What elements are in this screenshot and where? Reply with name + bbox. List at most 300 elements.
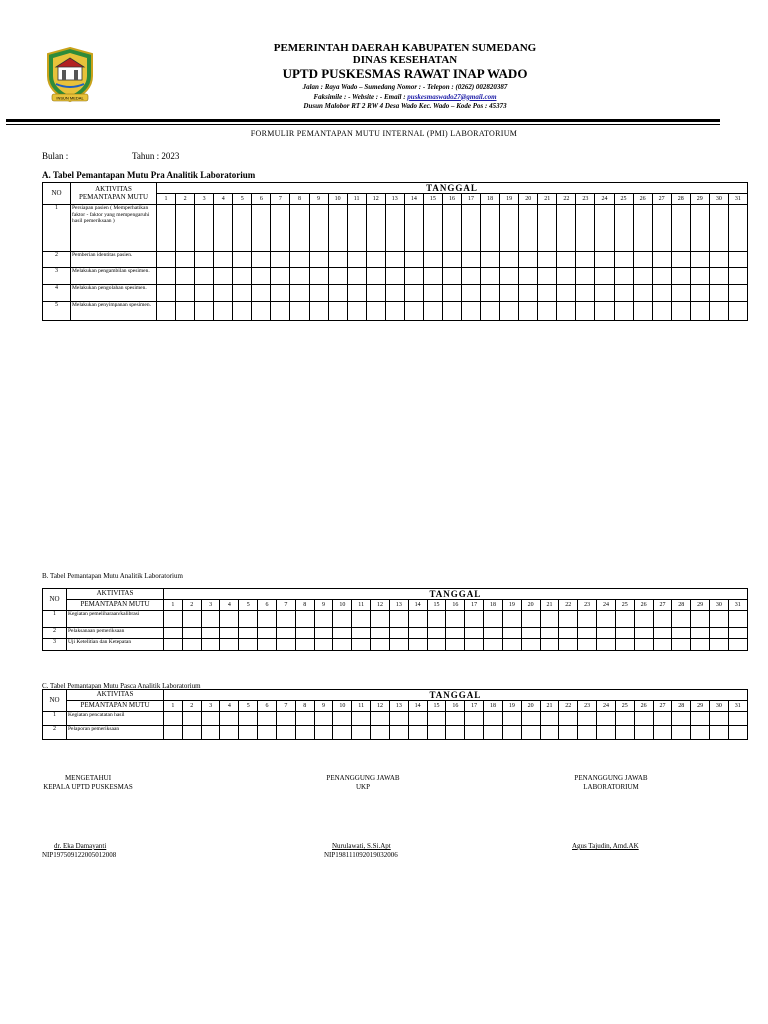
day-check-cell[interactable]	[442, 268, 461, 285]
day-check-cell[interactable]	[309, 252, 328, 268]
day-check-cell[interactable]	[214, 268, 233, 285]
day-check-cell[interactable]	[427, 611, 446, 628]
day-check-cell[interactable]	[710, 628, 729, 639]
day-check-cell[interactable]	[540, 726, 559, 740]
day-check-cell[interactable]	[728, 726, 747, 740]
day-check-cell[interactable]	[258, 639, 277, 651]
day-check-cell[interactable]	[481, 252, 500, 268]
day-check-cell[interactable]	[164, 628, 183, 639]
day-check-cell[interactable]	[615, 611, 634, 628]
day-check-cell[interactable]	[423, 285, 442, 302]
day-check-cell[interactable]	[276, 726, 295, 740]
day-check-cell[interactable]	[239, 639, 258, 651]
day-check-cell[interactable]	[201, 611, 220, 628]
day-check-cell[interactable]	[271, 205, 290, 252]
day-check-cell[interactable]	[540, 611, 559, 628]
day-check-cell[interactable]	[427, 712, 446, 726]
day-check-cell[interactable]	[252, 302, 271, 321]
day-check-cell[interactable]	[276, 712, 295, 726]
day-check-cell[interactable]	[239, 712, 258, 726]
day-check-cell[interactable]	[176, 205, 195, 252]
day-check-cell[interactable]	[728, 712, 747, 726]
day-check-cell[interactable]	[576, 302, 595, 321]
day-check-cell[interactable]	[690, 252, 709, 268]
day-check-cell[interactable]	[233, 302, 252, 321]
day-check-cell[interactable]	[385, 252, 404, 268]
day-check-cell[interactable]	[540, 712, 559, 726]
day-check-cell[interactable]	[385, 285, 404, 302]
day-check-cell[interactable]	[481, 302, 500, 321]
day-check-cell[interactable]	[519, 205, 538, 252]
day-check-cell[interactable]	[201, 628, 220, 639]
day-check-cell[interactable]	[502, 712, 521, 726]
day-check-cell[interactable]	[182, 726, 201, 740]
day-check-cell[interactable]	[540, 639, 559, 651]
day-check-cell[interactable]	[371, 628, 390, 639]
day-check-cell[interactable]	[233, 285, 252, 302]
day-check-cell[interactable]	[484, 611, 503, 628]
day-check-cell[interactable]	[557, 302, 576, 321]
day-check-cell[interactable]	[691, 712, 710, 726]
day-check-cell[interactable]	[671, 285, 690, 302]
day-check-cell[interactable]	[314, 611, 333, 628]
day-check-cell[interactable]	[500, 252, 519, 268]
day-check-cell[interactable]	[519, 268, 538, 285]
day-check-cell[interactable]	[366, 268, 385, 285]
day-check-cell[interactable]	[309, 268, 328, 285]
day-check-cell[interactable]	[595, 285, 614, 302]
day-check-cell[interactable]	[427, 639, 446, 651]
day-check-cell[interactable]	[389, 726, 408, 740]
day-check-cell[interactable]	[521, 726, 540, 740]
day-check-cell[interactable]	[220, 639, 239, 651]
day-check-cell[interactable]	[233, 205, 252, 252]
day-check-cell[interactable]	[295, 628, 314, 639]
day-check-cell[interactable]	[538, 268, 557, 285]
day-check-cell[interactable]	[653, 726, 672, 740]
day-check-cell[interactable]	[176, 285, 195, 302]
day-check-cell[interactable]	[652, 268, 671, 285]
day-check-cell[interactable]	[614, 302, 633, 321]
day-check-cell[interactable]	[157, 302, 176, 321]
day-check-cell[interactable]	[328, 285, 347, 302]
day-check-cell[interactable]	[333, 611, 352, 628]
day-check-cell[interactable]	[233, 252, 252, 268]
day-check-cell[interactable]	[290, 285, 309, 302]
day-check-cell[interactable]	[595, 268, 614, 285]
day-check-cell[interactable]	[578, 628, 597, 639]
day-check-cell[interactable]	[597, 611, 616, 628]
day-check-cell[interactable]	[404, 205, 423, 252]
day-check-cell[interactable]	[557, 285, 576, 302]
day-check-cell[interactable]	[462, 302, 481, 321]
day-check-cell[interactable]	[239, 611, 258, 628]
day-check-cell[interactable]	[691, 611, 710, 628]
day-check-cell[interactable]	[481, 205, 500, 252]
day-check-cell[interactable]	[633, 252, 652, 268]
day-check-cell[interactable]	[671, 252, 690, 268]
day-check-cell[interactable]	[442, 302, 461, 321]
day-check-cell[interactable]	[710, 726, 729, 740]
day-check-cell[interactable]	[672, 712, 691, 726]
day-check-cell[interactable]	[597, 639, 616, 651]
day-check-cell[interactable]	[258, 726, 277, 740]
day-check-cell[interactable]	[614, 268, 633, 285]
day-check-cell[interactable]	[366, 252, 385, 268]
day-check-cell[interactable]	[728, 268, 747, 285]
day-check-cell[interactable]	[258, 628, 277, 639]
day-check-cell[interactable]	[557, 205, 576, 252]
day-check-cell[interactable]	[442, 205, 461, 252]
day-check-cell[interactable]	[557, 268, 576, 285]
day-check-cell[interactable]	[366, 285, 385, 302]
day-check-cell[interactable]	[446, 639, 465, 651]
day-check-cell[interactable]	[465, 726, 484, 740]
day-check-cell[interactable]	[690, 205, 709, 252]
day-check-cell[interactable]	[176, 252, 195, 268]
day-check-cell[interactable]	[653, 639, 672, 651]
day-check-cell[interactable]	[576, 205, 595, 252]
day-check-cell[interactable]	[728, 285, 747, 302]
day-check-cell[interactable]	[371, 726, 390, 740]
day-check-cell[interactable]	[672, 639, 691, 651]
day-check-cell[interactable]	[182, 611, 201, 628]
day-check-cell[interactable]	[709, 268, 728, 285]
day-check-cell[interactable]	[408, 639, 427, 651]
day-check-cell[interactable]	[385, 268, 404, 285]
day-check-cell[interactable]	[309, 302, 328, 321]
day-check-cell[interactable]	[347, 252, 366, 268]
day-check-cell[interactable]	[633, 285, 652, 302]
day-check-cell[interactable]	[709, 302, 728, 321]
day-check-cell[interactable]	[446, 712, 465, 726]
day-check-cell[interactable]	[176, 302, 195, 321]
day-check-cell[interactable]	[709, 205, 728, 252]
day-check-cell[interactable]	[691, 726, 710, 740]
day-check-cell[interactable]	[465, 639, 484, 651]
day-check-cell[interactable]	[389, 628, 408, 639]
day-check-cell[interactable]	[710, 611, 729, 628]
day-check-cell[interactable]	[314, 628, 333, 639]
day-check-cell[interactable]	[578, 639, 597, 651]
day-check-cell[interactable]	[578, 712, 597, 726]
day-check-cell[interactable]	[389, 611, 408, 628]
day-check-cell[interactable]	[597, 628, 616, 639]
day-check-cell[interactable]	[710, 712, 729, 726]
day-check-cell[interactable]	[521, 628, 540, 639]
day-check-cell[interactable]	[672, 628, 691, 639]
day-check-cell[interactable]	[258, 611, 277, 628]
day-check-cell[interactable]	[408, 726, 427, 740]
day-check-cell[interactable]	[653, 712, 672, 726]
day-check-cell[interactable]	[691, 639, 710, 651]
day-check-cell[interactable]	[295, 639, 314, 651]
day-check-cell[interactable]	[633, 205, 652, 252]
day-check-cell[interactable]	[652, 205, 671, 252]
day-check-cell[interactable]	[423, 205, 442, 252]
day-check-cell[interactable]	[347, 302, 366, 321]
day-check-cell[interactable]	[576, 252, 595, 268]
day-check-cell[interactable]	[521, 611, 540, 628]
day-check-cell[interactable]	[385, 205, 404, 252]
day-check-cell[interactable]	[462, 285, 481, 302]
day-check-cell[interactable]	[502, 611, 521, 628]
day-check-cell[interactable]	[484, 712, 503, 726]
day-check-cell[interactable]	[614, 285, 633, 302]
day-check-cell[interactable]	[182, 628, 201, 639]
day-check-cell[interactable]	[690, 285, 709, 302]
day-check-cell[interactable]	[500, 285, 519, 302]
day-check-cell[interactable]	[404, 302, 423, 321]
day-check-cell[interactable]	[538, 302, 557, 321]
day-check-cell[interactable]	[481, 285, 500, 302]
day-check-cell[interactable]	[614, 205, 633, 252]
day-check-cell[interactable]	[220, 628, 239, 639]
day-check-cell[interactable]	[220, 611, 239, 628]
day-check-cell[interactable]	[538, 205, 557, 252]
day-check-cell[interactable]	[271, 285, 290, 302]
day-check-cell[interactable]	[371, 712, 390, 726]
day-check-cell[interactable]	[371, 611, 390, 628]
day-check-cell[interactable]	[671, 302, 690, 321]
day-check-cell[interactable]	[276, 628, 295, 639]
day-check-cell[interactable]	[276, 639, 295, 651]
day-check-cell[interactable]	[201, 639, 220, 651]
day-check-cell[interactable]	[671, 205, 690, 252]
day-check-cell[interactable]	[559, 712, 578, 726]
day-check-cell[interactable]	[614, 252, 633, 268]
day-check-cell[interactable]	[220, 712, 239, 726]
day-check-cell[interactable]	[182, 712, 201, 726]
day-check-cell[interactable]	[164, 726, 183, 740]
day-check-cell[interactable]	[709, 285, 728, 302]
day-check-cell[interactable]	[652, 252, 671, 268]
day-check-cell[interactable]	[182, 639, 201, 651]
day-check-cell[interactable]	[502, 628, 521, 639]
day-check-cell[interactable]	[427, 726, 446, 740]
day-check-cell[interactable]	[709, 252, 728, 268]
day-check-cell[interactable]	[576, 268, 595, 285]
day-check-cell[interactable]	[314, 712, 333, 726]
day-check-cell[interactable]	[502, 639, 521, 651]
day-check-cell[interactable]	[728, 252, 747, 268]
day-check-cell[interactable]	[728, 302, 747, 321]
day-check-cell[interactable]	[164, 712, 183, 726]
day-check-cell[interactable]	[634, 611, 653, 628]
day-check-cell[interactable]	[653, 628, 672, 639]
day-check-cell[interactable]	[671, 268, 690, 285]
day-check-cell[interactable]	[559, 628, 578, 639]
day-check-cell[interactable]	[728, 205, 747, 252]
day-check-cell[interactable]	[519, 302, 538, 321]
day-check-cell[interactable]	[157, 268, 176, 285]
day-check-cell[interactable]	[157, 252, 176, 268]
day-check-cell[interactable]	[347, 205, 366, 252]
day-check-cell[interactable]	[728, 611, 747, 628]
day-check-cell[interactable]	[481, 268, 500, 285]
day-check-cell[interactable]	[333, 712, 352, 726]
day-check-cell[interactable]	[615, 712, 634, 726]
day-check-cell[interactable]	[352, 611, 371, 628]
day-check-cell[interactable]	[423, 252, 442, 268]
day-check-cell[interactable]	[423, 268, 442, 285]
day-check-cell[interactable]	[164, 639, 183, 651]
day-check-cell[interactable]	[164, 611, 183, 628]
day-check-cell[interactable]	[484, 726, 503, 740]
day-check-cell[interactable]	[465, 611, 484, 628]
day-check-cell[interactable]	[352, 726, 371, 740]
day-check-cell[interactable]	[389, 639, 408, 651]
day-check-cell[interactable]	[295, 611, 314, 628]
day-check-cell[interactable]	[201, 712, 220, 726]
day-check-cell[interactable]	[157, 205, 176, 252]
day-check-cell[interactable]	[195, 252, 214, 268]
day-check-cell[interactable]	[462, 205, 481, 252]
day-check-cell[interactable]	[502, 726, 521, 740]
day-check-cell[interactable]	[295, 712, 314, 726]
day-check-cell[interactable]	[195, 205, 214, 252]
day-check-cell[interactable]	[538, 252, 557, 268]
day-check-cell[interactable]	[559, 639, 578, 651]
day-check-cell[interactable]	[271, 252, 290, 268]
day-check-cell[interactable]	[295, 726, 314, 740]
day-check-cell[interactable]	[595, 252, 614, 268]
day-check-cell[interactable]	[328, 205, 347, 252]
day-check-cell[interactable]	[328, 252, 347, 268]
day-check-cell[interactable]	[276, 611, 295, 628]
day-check-cell[interactable]	[233, 268, 252, 285]
day-check-cell[interactable]	[538, 285, 557, 302]
day-check-cell[interactable]	[290, 268, 309, 285]
day-check-cell[interactable]	[559, 611, 578, 628]
day-check-cell[interactable]	[333, 726, 352, 740]
day-check-cell[interactable]	[290, 302, 309, 321]
day-check-cell[interactable]	[271, 302, 290, 321]
day-check-cell[interactable]	[615, 628, 634, 639]
day-check-cell[interactable]	[423, 302, 442, 321]
day-check-cell[interactable]	[634, 628, 653, 639]
day-check-cell[interactable]	[633, 302, 652, 321]
day-check-cell[interactable]	[672, 726, 691, 740]
day-check-cell[interactable]	[195, 302, 214, 321]
day-check-cell[interactable]	[462, 268, 481, 285]
day-check-cell[interactable]	[559, 726, 578, 740]
day-check-cell[interactable]	[484, 628, 503, 639]
day-check-cell[interactable]	[252, 252, 271, 268]
day-check-cell[interactable]	[690, 268, 709, 285]
day-check-cell[interactable]	[446, 726, 465, 740]
day-check-cell[interactable]	[252, 205, 271, 252]
day-check-cell[interactable]	[442, 252, 461, 268]
day-check-cell[interactable]	[385, 302, 404, 321]
day-check-cell[interactable]	[597, 726, 616, 740]
day-check-cell[interactable]	[309, 285, 328, 302]
day-check-cell[interactable]	[404, 268, 423, 285]
day-check-cell[interactable]	[408, 712, 427, 726]
day-check-cell[interactable]	[500, 302, 519, 321]
day-check-cell[interactable]	[652, 302, 671, 321]
day-check-cell[interactable]	[290, 205, 309, 252]
day-check-cell[interactable]	[371, 639, 390, 651]
day-check-cell[interactable]	[271, 268, 290, 285]
day-check-cell[interactable]	[728, 628, 747, 639]
day-check-cell[interactable]	[366, 302, 385, 321]
day-check-cell[interactable]	[408, 611, 427, 628]
day-check-cell[interactable]	[597, 712, 616, 726]
day-check-cell[interactable]	[578, 726, 597, 740]
day-check-cell[interactable]	[519, 252, 538, 268]
day-check-cell[interactable]	[214, 252, 233, 268]
email-link[interactable]: puskesmaswado27@gmail.com	[407, 92, 497, 101]
day-check-cell[interactable]	[557, 252, 576, 268]
day-check-cell[interactable]	[328, 268, 347, 285]
day-check-cell[interactable]	[521, 639, 540, 651]
day-check-cell[interactable]	[328, 302, 347, 321]
day-check-cell[interactable]	[201, 726, 220, 740]
day-check-cell[interactable]	[314, 726, 333, 740]
day-check-cell[interactable]	[214, 302, 233, 321]
day-check-cell[interactable]	[633, 268, 652, 285]
day-check-cell[interactable]	[404, 285, 423, 302]
day-check-cell[interactable]	[239, 726, 258, 740]
day-check-cell[interactable]	[442, 285, 461, 302]
day-check-cell[interactable]	[672, 611, 691, 628]
day-check-cell[interactable]	[258, 712, 277, 726]
day-check-cell[interactable]	[484, 639, 503, 651]
day-check-cell[interactable]	[595, 205, 614, 252]
day-check-cell[interactable]	[220, 726, 239, 740]
day-check-cell[interactable]	[290, 252, 309, 268]
day-check-cell[interactable]	[653, 611, 672, 628]
day-check-cell[interactable]	[314, 639, 333, 651]
day-check-cell[interactable]	[595, 302, 614, 321]
day-check-cell[interactable]	[576, 285, 595, 302]
day-check-cell[interactable]	[634, 639, 653, 651]
day-check-cell[interactable]	[691, 628, 710, 639]
day-check-cell[interactable]	[333, 628, 352, 639]
day-check-cell[interactable]	[352, 639, 371, 651]
day-check-cell[interactable]	[521, 712, 540, 726]
day-check-cell[interactable]	[347, 285, 366, 302]
day-check-cell[interactable]	[352, 712, 371, 726]
day-check-cell[interactable]	[710, 639, 729, 651]
day-check-cell[interactable]	[427, 628, 446, 639]
day-check-cell[interactable]	[239, 628, 258, 639]
day-check-cell[interactable]	[465, 628, 484, 639]
day-check-cell[interactable]	[465, 712, 484, 726]
day-check-cell[interactable]	[366, 205, 385, 252]
day-check-cell[interactable]	[352, 628, 371, 639]
day-check-cell[interactable]	[462, 252, 481, 268]
day-check-cell[interactable]	[309, 205, 328, 252]
day-check-cell[interactable]	[728, 639, 747, 651]
day-check-cell[interactable]	[252, 268, 271, 285]
day-check-cell[interactable]	[404, 252, 423, 268]
day-check-cell[interactable]	[408, 628, 427, 639]
day-check-cell[interactable]	[446, 611, 465, 628]
day-check-cell[interactable]	[578, 611, 597, 628]
day-check-cell[interactable]	[500, 268, 519, 285]
day-check-cell[interactable]	[157, 285, 176, 302]
day-check-cell[interactable]	[214, 285, 233, 302]
day-check-cell[interactable]	[176, 268, 195, 285]
day-check-cell[interactable]	[195, 268, 214, 285]
day-check-cell[interactable]	[500, 205, 519, 252]
day-check-cell[interactable]	[214, 205, 233, 252]
day-check-cell[interactable]	[347, 268, 366, 285]
day-check-cell[interactable]	[519, 285, 538, 302]
day-check-cell[interactable]	[634, 712, 653, 726]
